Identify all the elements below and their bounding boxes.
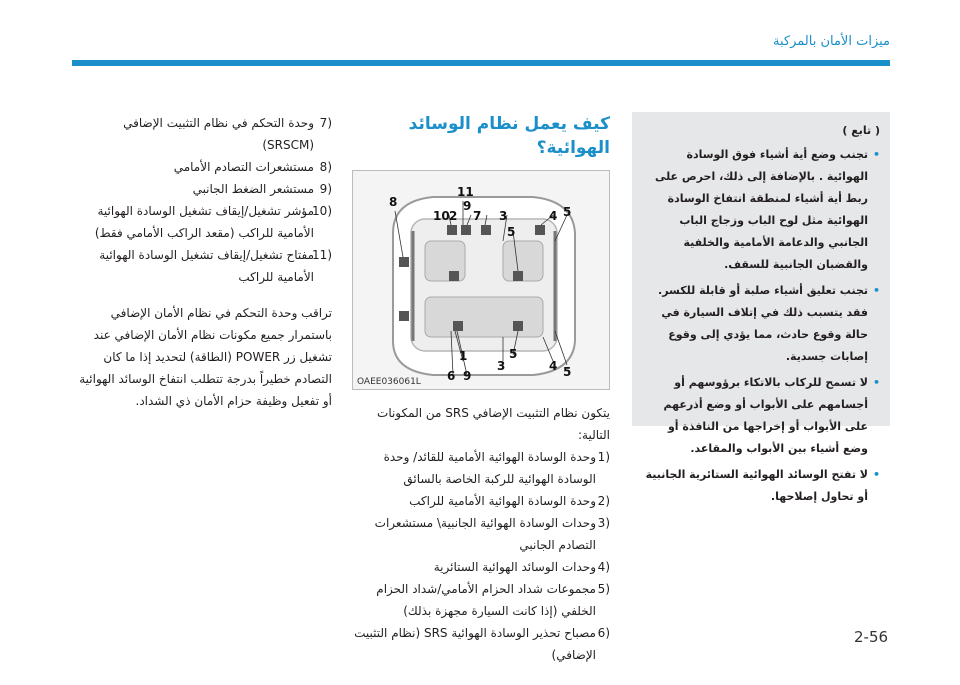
components-intro: يتكون نظام التثبيت الإضافي SRS من المكونات التالية: bbox=[377, 406, 610, 442]
list-item: (1 وحدة الوسادة الهوائية الأمامية للقائد/ وحدة الوسادة الهوائية للركبة الخاصة بالسائق bbox=[383, 450, 610, 486]
callout-label: 3 bbox=[499, 209, 508, 223]
callout-label: 1 bbox=[459, 349, 468, 363]
list-item: (5 مجموعات شداد الحزام الأمامي/شداد الحزام الخلفي (إذا كانت السيارة مجهزة بذلك) bbox=[376, 582, 610, 618]
caution-continued-label: ( تابع ) bbox=[842, 124, 880, 137]
callout-label: 11 bbox=[457, 185, 474, 199]
callout-label: 9 bbox=[463, 369, 472, 383]
list-item: (7 وحدة التحكم في نظام التثبيت الإضافي (SRSCM) bbox=[123, 116, 332, 152]
figure-code: OAEE036061L bbox=[357, 377, 421, 387]
callout-label: 6 bbox=[447, 369, 456, 383]
airbag-layout-figure bbox=[352, 170, 610, 390]
middle-column bbox=[352, 112, 610, 666]
caution-item: • لا تفتح الوسائد الهوائية الستائرية الجانبية أو تحاول إصلاحها. bbox=[642, 464, 880, 508]
list-item: (6 مصباح تحذير الوسادة الهوائية SRS (نظام التثبيت الإضافي) bbox=[354, 626, 610, 662]
callout-label: 5 bbox=[563, 365, 572, 379]
callout-label: 5 bbox=[507, 225, 516, 239]
caution-item: • تجنب وضع أية أشياء فوق الوسادة الهوائية . بالإضافة إلى ذلك، احرص على ربط أية أشياء لمنطقة انتفاخ الوسادة الهوائية مثل لوح الباب وزجاج الباب الجانبي والدعامة الأمامية والخلفية والقضبان الجانبية للسقف. bbox=[642, 144, 880, 276]
section-title: كيف يعمل نظام الوسائد الهوائية؟ bbox=[408, 114, 610, 158]
callout-label: 3 bbox=[497, 359, 506, 373]
list-item: (4 وحدات الوسائد الهوائية الستائرية bbox=[433, 560, 610, 574]
caution-box bbox=[632, 112, 890, 503]
caution-list bbox=[642, 144, 880, 508]
list-item: (10 مؤشر تشغيل/إيقاف تشغيل الوسادة الهوائية الأمامية للراكب (مقعد الراكب الأمامي فقط) bbox=[94, 204, 332, 240]
left-column bbox=[70, 112, 332, 412]
callout-label: 7 bbox=[473, 209, 482, 223]
callout-label: 10 bbox=[433, 209, 450, 223]
header-rule bbox=[72, 60, 890, 66]
callout-label: 5 bbox=[509, 347, 518, 361]
list-item: (11 مفتاح تشغيل/إيقاف تشغيل الوسادة الهوائية الأمامية للراكب bbox=[99, 248, 332, 284]
srs-monitoring-paragraph: تراقب وحدة التحكم في نظام الأمان الإضافي باستمرار جميع مكونات نظام الأمان الإضافي عند تشغيل زر POWER (الطاقة) لتحديد إذا ما كان التصادم خطيراً بدرجة تتطلب انتفاخ الوسائد الهوائية أو تفعيل وظيفة حزام الأمان ذي الشداد. bbox=[79, 306, 332, 408]
callout-label: 9 bbox=[463, 199, 472, 213]
callout-label: 8 bbox=[389, 195, 398, 209]
list-item: (9 مستشعر الضغط الجانبي bbox=[192, 182, 332, 196]
caution-item: • لا تسمح للركاب بالاتكاء برؤوسهم أو أجسامهم على الأبواب أو وضع أذرعهم على الأبواب أو إخراجها من النافذة أو وضع أشياء بين الأبواب والمقاعد. bbox=[642, 372, 880, 460]
callout-label: 4 bbox=[549, 359, 558, 373]
list-item: (8 مستشعرات التصادم الأمامي bbox=[173, 160, 332, 174]
components-list-continued bbox=[70, 112, 332, 288]
caution-item: • تجنب تعليق أشياء صلبة أو قابلة للكسر. فقد يتسبب ذلك في إتلاف السيارة في حالة وقوع حادث، مما يؤدي إلى وقوع إصابات جسدية. bbox=[642, 280, 880, 368]
list-item: (3 وحدات الوسادة الهوائية الجانبية\ مستشعرات التصادم الجانبي bbox=[374, 516, 610, 552]
page-number: 2-56 bbox=[854, 628, 889, 646]
components-list bbox=[352, 446, 610, 666]
header-title: ميزات الأمان بالمركبة bbox=[773, 34, 890, 49]
callout-label: 4 bbox=[549, 209, 558, 223]
list-item: (2 وحدة الوسادة الهوائية الأمامية للراكب bbox=[409, 494, 610, 508]
callout-label: 2 bbox=[449, 209, 458, 223]
callout-label: 5 bbox=[563, 205, 572, 219]
